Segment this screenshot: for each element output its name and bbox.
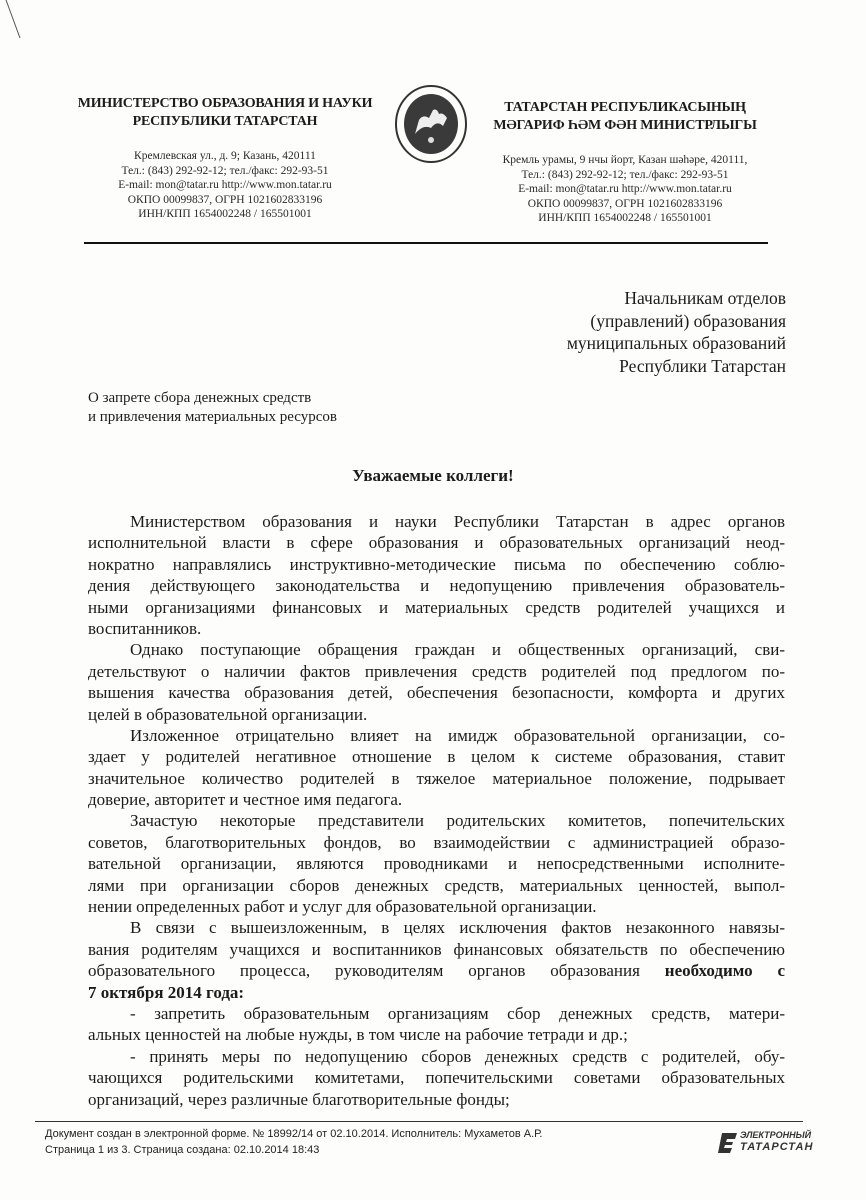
paragraph	[88, 810, 785, 917]
text-line: нении определенных работ и услуг для образовательной организации.	[88, 897, 597, 917]
text-line: лями при организации сборов денежных средств, материальных ценностей, выпол-	[88, 875, 785, 895]
text-line: исполнительной власти в сфере образования и образовательных организаций неод-	[88, 533, 785, 553]
addressee-line: (управлений) образования	[590, 310, 786, 331]
subject-line: и привлечения материальных ресурсов	[88, 409, 337, 425]
paragraph	[88, 725, 785, 811]
addressee-block	[540, 287, 786, 377]
okpo-ogrn: ОКПО 00099837, ОГРН 1021602833196	[127, 193, 323, 206]
text-line: Министерством образования и науки Республики Татарстан в адрес органов	[130, 512, 785, 531]
letter-subject	[88, 389, 337, 427]
text-line	[88, 982, 785, 1003]
deadline-date: 7 октября 2014 года:	[88, 982, 245, 1002]
ministry-contacts-tatar	[470, 153, 780, 226]
text-line: вания родителям учащихся и воспитанников финансовых обязательств по обеспечению	[88, 939, 785, 959]
addressee-line: Республики Татарстан	[619, 355, 786, 376]
ministry-name-line: МИНИСТЕРСТВО ОБРАЗОВАНИЯ И НАУКИ	[77, 96, 373, 111]
text-line: здает у родителей негативное отношение в целом к системе образования, ставит	[88, 747, 785, 767]
letter-body	[88, 511, 785, 1110]
e-tatarstan-icon	[718, 1131, 738, 1155]
tatarstan-emblem-icon	[393, 84, 469, 164]
text-line: альных ценностей на любые нужды, в том числе на рабочие тетради и др.;	[88, 1025, 628, 1045]
paragraph	[88, 917, 785, 1003]
text-line: вательной организации, являются проводниками и непосредственными исполните-	[88, 854, 785, 874]
text-line: воспитанников.	[88, 618, 202, 638]
addressee-line: муниципальных образований	[566, 333, 786, 353]
subject-line: О запрете сбора денежных средств	[88, 390, 312, 406]
scan-artifact-line	[4, 0, 24, 40]
text-line: вышения качества образования детей, обеспечения безопасности, комфорта и других	[88, 683, 785, 703]
email-website: E-mail: mon@tatar.ru http://www.mon.tatar.ru	[518, 183, 732, 195]
logo-text: ЭЛЕКТРОННЫЙ	[740, 1130, 812, 1140]
inn-kpp: ИНН/КПП 1654002248 / 165501001	[138, 208, 312, 220]
text-line: В связи с вышеизложенным, в целях исключения фактов незаконного навязы-	[130, 918, 785, 938]
document-info: Документ создан в электронной форме. № 18992/14 от 02.10.2014. Исполнитель: Мухаметов А.Р.	[45, 1128, 543, 1140]
ministry-contacts-russian	[70, 149, 380, 222]
text-line: Однако поступающие обращения граждан и общественных организаций, сви-	[130, 640, 785, 660]
email-website: E-mail: mon@tatar.ru http://www.mon.tatar.ru	[118, 179, 332, 191]
text-line: - принять меры по недопущению сборов денежных средств с родителей, обу-	[130, 1046, 785, 1066]
text-line: детельствуют о наличии фактов привлечения средств родителей под предлогом по-	[88, 661, 785, 681]
paragraph	[88, 639, 785, 725]
text-line: советов, благотворительных фондов, во взаимодействии с администрацией образо-	[88, 832, 785, 852]
text-line: Изложенное отрицательно влияет на имидж образовательной организации, со-	[130, 725, 785, 745]
addressee-line: Начальникам отделов	[624, 288, 786, 308]
ministry-name-line: РЕСПУБЛИКИ ТАТАРСТАН	[132, 114, 318, 129]
list-item	[88, 1003, 785, 1046]
text-line: ными организациями финансовых и материальных средств родителей учащихся и	[88, 597, 785, 617]
ministry-name-tatar	[470, 99, 780, 135]
inn-kpp: ИНН/КПП 1654002248 / 165501001	[538, 212, 712, 224]
ministry-name-line: МӘГАРИФ ҺӘМ ФӘН МИНИСТРЛЫГЫ	[493, 118, 757, 133]
text-line	[88, 960, 785, 981]
text-line: организаций, через различные благотворительные фонды;	[88, 1089, 510, 1109]
letterhead-divider	[84, 242, 768, 244]
text-segment: образовательного процесса, руководителям органов образования	[88, 961, 640, 981]
phone: Тел.: (843) 292-92-12; тел./факс: 292-93-51	[521, 168, 729, 181]
greeting: Уважаемые коллеги!	[352, 466, 514, 485]
footer	[45, 1126, 542, 1158]
ministry-name-line: ТАТАРСТАН РЕСПУБЛИКАСЫНЫҢ	[504, 100, 746, 115]
paragraph	[88, 511, 785, 639]
address: Кремль урамы, 9 нчы йорт, Казан шәһәре, 420111,	[502, 154, 748, 166]
ministry-name-russian	[70, 95, 380, 131]
deadline-emphasis: необходимо с	[664, 961, 785, 981]
text-line: целей в образовательной организации.	[88, 704, 368, 724]
text-line: Зачастую некоторые представители родительских комитетов, попечительских	[130, 811, 785, 831]
phone: Тел.: (843) 292-92-12; тел./факс: 292-93-51	[121, 164, 329, 177]
okpo-ogrn: ОКПО 00099837, ОГРН 1021602833196	[527, 197, 723, 210]
page-info: Страница 1 из 3. Страница создана: 02.10.2014 18:43	[45, 1144, 320, 1156]
text-line: нократно направлялись инструктивно-методические письма по обеспечению соблю-	[88, 554, 785, 574]
text-line: доверие, авторитет и честное имя педагога.	[88, 790, 403, 810]
text-line: значительное количество родителей в тяжелое материальное положение, подрывает	[88, 768, 785, 788]
electronic-tatarstan-logo	[718, 1129, 814, 1157]
text-line: - запретить образовательным организациям сбор денежных средств, матери-	[130, 1003, 785, 1023]
logo-text: ТАТАРСТАН	[740, 1141, 814, 1153]
address: Кремлевская ул., д. 9; Казань, 420111	[134, 150, 316, 162]
text-line: чающихся родительскими комитетами, попечительскими советами образовательных	[88, 1068, 785, 1088]
footer-divider	[35, 1121, 803, 1122]
list-item	[88, 1046, 785, 1110]
text-line: дения действующего законодательства и недопущению привлечения образователь-	[88, 576, 785, 596]
